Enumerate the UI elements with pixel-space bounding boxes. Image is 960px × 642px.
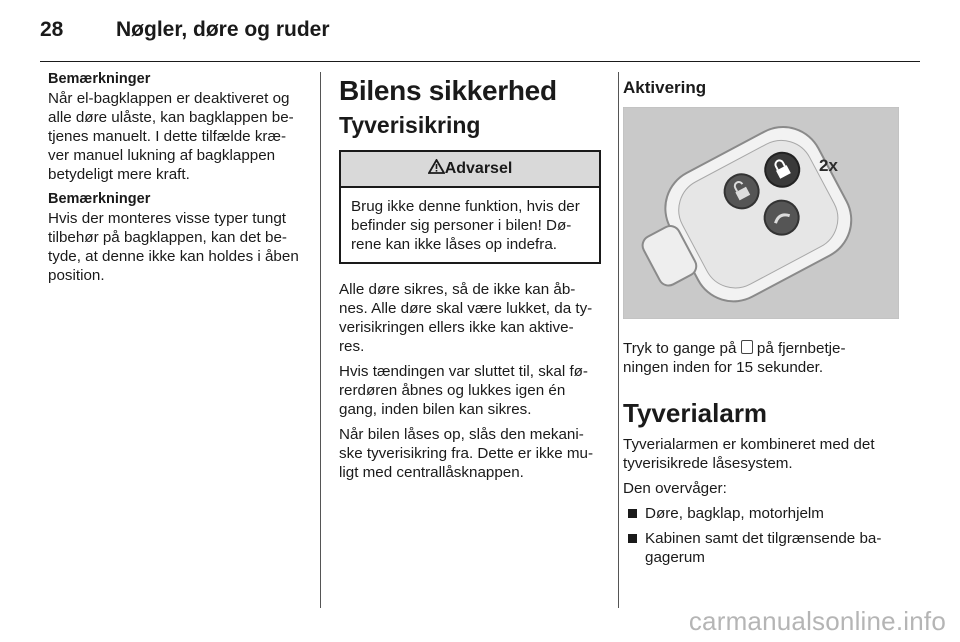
text-line: rene kan ikke låses op indefra. [351,236,557,253]
warning-title: Advarsel [444,160,513,177]
list-item [623,529,903,567]
text-line: Alle døre sikres, så de ikke kan åb- [339,281,576,298]
text-line: res. [339,338,365,355]
watermark: carmanualsonline.info [688,606,946,636]
column-divider [320,72,321,608]
note-heading: Bemærkninger [48,71,151,87]
note-2 [48,190,310,285]
text-line: Når el-bagklappen er deaktiveret og [48,90,290,107]
warning-body [341,188,599,262]
text-line: ligt med centrallåsknappen. [339,464,524,481]
bullet-icon [628,534,637,543]
list-item [623,504,903,523]
text-line: Hvis der monteres visse typer tungt [48,210,287,227]
text-line: rerdøren åbnes og lukkes igen én [339,382,566,399]
section-heading: Tyverialarm [623,398,768,428]
text-line [623,339,903,358]
column-right [623,70,903,567]
text-line: Døre, bagklap, motorhjelm [645,505,824,522]
text-line: tyde, at denne ikke kan holdes i åben [48,248,299,265]
text-line: Brug ikke denne funktion, hvis der [351,198,580,215]
text-line: ningen inden for 15 sekunder. [623,359,824,376]
text-line: Tyverialarmen er kombineret med det [623,436,875,453]
column-divider [618,72,619,608]
paragraph [339,362,605,419]
subsection-heading: Aktivering [623,78,707,97]
paragraph [623,435,903,473]
text-line: Kabinen samt det tilgrænsende ba- [645,530,882,547]
column-middle [339,70,605,488]
text-line: tjenes manuelt. I dette tilfælde kræ- [48,128,287,145]
paragraph: Den overvåger: [623,480,727,497]
warning-triangle-icon [428,159,445,174]
text-line: ske tyverisikring fra. Dette er ikke mu- [339,445,594,462]
header-rule [40,61,920,62]
key-fob-image [623,107,899,319]
text-line: Hvis tændingen var sluttet til, skal fø- [339,363,588,380]
text-line: tyverisikrede låsesystem. [623,455,793,472]
text-line: betydeligt mere kraft. [48,166,190,183]
paragraph [623,339,903,377]
text-line: Når bilen låses op, slås den mekani- [339,426,584,443]
warning-box [339,150,601,264]
paragraph [339,425,605,482]
text-line: befinder sig personer i bilen! Dø- [351,217,572,234]
lock-button-icon [741,340,753,354]
text-line: ver manuel lukning af bagklappen [48,147,276,164]
column-left [48,70,310,291]
text-fragment: Tryk to gange på [623,340,737,357]
page-title: Nøgler, døre og ruder [116,18,330,41]
page-number: 28 [40,18,64,41]
text-line: position. [48,267,105,284]
note-1 [48,70,310,184]
paragraph [339,280,605,356]
text-line: nes. Alle døre skal være lukket, da ty- [339,300,593,317]
press-count-badge: 2x [819,156,838,175]
bullet-icon [628,509,637,518]
subsection-heading: Tyverisikring [339,112,481,138]
note-heading: Bemærkninger [48,191,151,207]
text-line: alle døre ulåste, kan bagklappen be- [48,109,294,126]
text-line: gagerum [645,549,705,566]
warning-header [341,152,599,188]
section-heading: Bilens sikkerhed [339,75,557,106]
text-fragment: på fjernbetje- [756,340,846,357]
text-line: tilbehør på bagklappen, kan det be- [48,229,287,246]
text-line: gang, inden bilen kan sikres. [339,401,532,418]
text-line: verisikringen ellers ikke kan aktive- [339,319,574,336]
